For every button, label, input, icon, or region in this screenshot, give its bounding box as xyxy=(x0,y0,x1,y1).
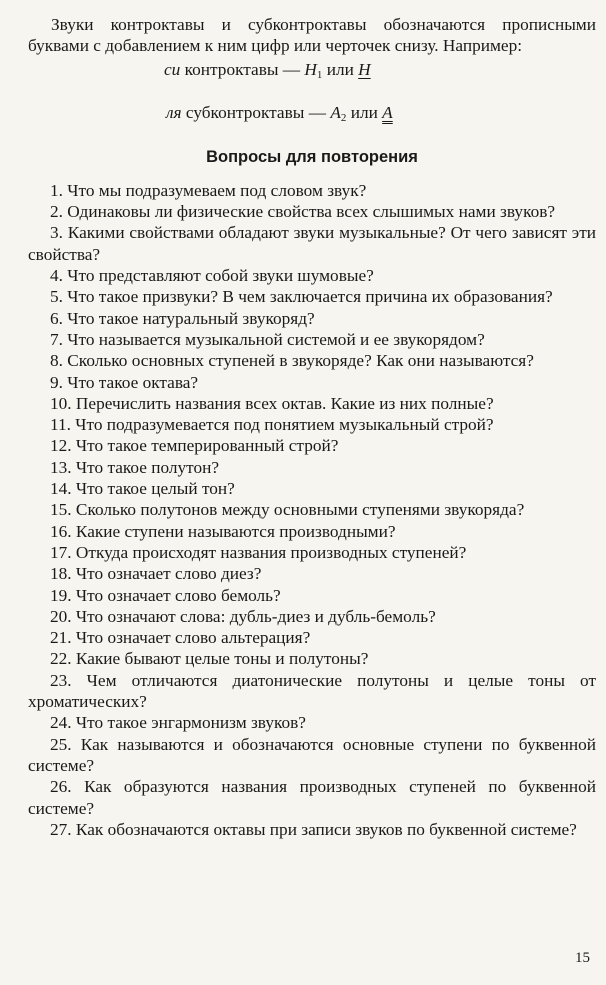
example-note: ля xyxy=(166,102,182,122)
question-item: 26. Как образуются названия производных ступеней по буквенной системе? xyxy=(28,777,596,818)
question-item: 19. Что означает слово бемоль? xyxy=(50,585,281,605)
question-item: 9. Что такое октава? xyxy=(50,372,199,392)
question-item: 23. Чем отличаются диатонические полутоны и целые тоны от хроматических? xyxy=(28,670,596,712)
question-item: 12. Что такое темперированный строй? xyxy=(50,436,339,456)
example-or: или xyxy=(326,59,354,79)
example-symbol: $A_2$ xyxy=(330,102,347,124)
question-item: 3. Какими свойствами обладают звуки музыкальные? От чего зависят эти свойства? xyxy=(28,223,596,264)
question-item: 20. Что означают слова: дубль-диез и дубль-бемоль? xyxy=(50,606,436,626)
section-heading: Вопросы для повторения xyxy=(206,147,418,166)
question-item: 6. Что такое натуральный звукоряд? xyxy=(50,308,315,328)
question-item: 8. Сколько основных ступеней в звукоряде? Как они называются? xyxy=(50,351,534,371)
question-item: 25. Как называются и обозначаются основные ступени по буквенной системе? xyxy=(28,734,596,775)
question-item: 14. Что такое целый тон? xyxy=(50,479,235,499)
question-item: 17. Откуда происходят названия производных ступеней? xyxy=(50,542,467,562)
question-item: 13. Что такое полутон? xyxy=(50,457,220,477)
example-contra xyxy=(164,59,596,86)
example-text: субконтроктавы — xyxy=(185,102,331,122)
question-item: 27. Как обозначаются октавы при записи звуков по буквенной системе? xyxy=(50,819,577,839)
text-block xyxy=(28,14,596,840)
example-subcontra xyxy=(166,102,596,129)
question-item: 22. Какие бывают целые тоны и полутоны? xyxy=(50,649,369,669)
question-item: 16. Какие ступени называются производными? xyxy=(50,521,396,541)
question-item: 15. Сколько полутонов между основными ступенями звукоряда? xyxy=(50,500,525,520)
question-item: 2. Одинаковы ли физические свойства всех слышимых нами звуков? xyxy=(50,202,556,222)
question-item: 4. Что представляют собой звуки шумовые? xyxy=(50,266,374,286)
question-item: 5. Что такое призвуки? В чем заключается причина их образования? xyxy=(50,287,553,307)
question-item: 10. Перечислить названия всех октав. Какие из них полные? xyxy=(50,393,494,413)
example-underlined-symbol: H xyxy=(358,59,371,79)
example-or: или xyxy=(350,102,378,122)
question-item: 18. Что означает слово диез? xyxy=(50,564,262,584)
questions-list xyxy=(28,180,596,840)
question-item: 1. Что мы подразумеваем под словом звук? xyxy=(50,180,367,200)
example-note: си xyxy=(164,59,181,79)
intro-paragraph: Звуки контроктавы и субконтроктавы обозначаются прописными буквами с добавлением к ним цифр или черточек снизу. Например: xyxy=(28,15,596,56)
question-item: 24. Что такое энгармонизм звуков? xyxy=(50,713,306,733)
question-item: 21. Что означает слово альтерация? xyxy=(50,628,311,648)
page-number: 15 xyxy=(575,950,590,966)
example-text: контроктавы — xyxy=(184,59,305,79)
example-underlined-symbol: A xyxy=(382,102,393,122)
example-symbol: $H_1$ xyxy=(304,59,323,81)
question-item: 7. Что называется музыкальной системой и ее звукорядом? xyxy=(50,329,485,349)
question-item: 11. Что подразумевается под понятием музыкальный строй? xyxy=(50,415,494,435)
